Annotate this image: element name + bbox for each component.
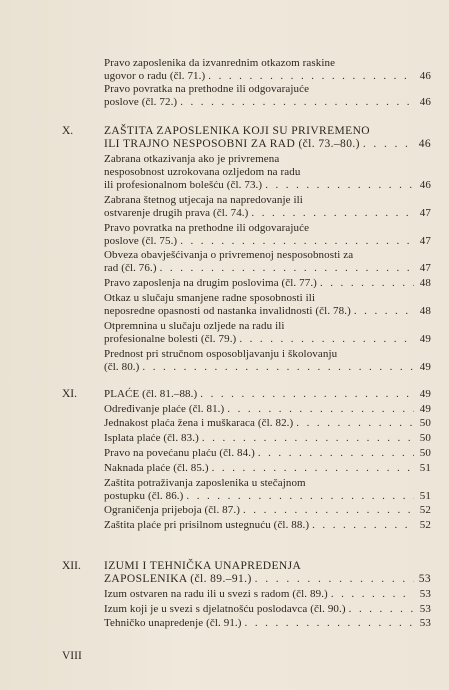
page-number: 47 bbox=[419, 207, 431, 219]
toc-entry-text: Pravo na povećanu plaću (čl. 84.) bbox=[104, 447, 255, 459]
toc-entry[interactable] bbox=[104, 603, 431, 616]
leader-dots bbox=[239, 333, 414, 346]
page-number: 49 bbox=[419, 361, 431, 373]
toc-entry-text: ugovor o radu (čl. 71.) bbox=[104, 70, 206, 82]
toc-entry[interactable] bbox=[104, 432, 431, 445]
toc-entry[interactable] bbox=[104, 477, 431, 503]
toc-entry[interactable] bbox=[104, 504, 431, 517]
toc-entry[interactable] bbox=[104, 57, 431, 83]
section-number: XII. bbox=[62, 560, 81, 572]
leader-dots bbox=[212, 462, 414, 475]
toc-entry[interactable] bbox=[104, 194, 431, 220]
toc-entry-text: PLAĆE (čl. 81.–88.) bbox=[104, 388, 198, 400]
toc-entry-text: Ograničenja prijeboja (čl. 87.) bbox=[104, 504, 240, 516]
page-number: 53 bbox=[419, 588, 431, 600]
leader-dots bbox=[296, 417, 414, 430]
toc-section-heading[interactable] bbox=[104, 388, 431, 401]
toc-entry[interactable] bbox=[104, 153, 431, 192]
toc-entry-text: Pravo zaposlenja na drugim poslovima (čl. 77.) bbox=[104, 277, 317, 289]
page-number: 46 bbox=[419, 96, 431, 108]
toc-entry[interactable] bbox=[104, 588, 431, 601]
leader-dots bbox=[142, 361, 414, 374]
toc-entry-text: Prednost pri stručnom osposobljavanju i školovanju bbox=[104, 348, 338, 360]
toc-entry-text: Tehničko unapredenje (čl. 91.) bbox=[104, 617, 242, 629]
page-folio: VIII bbox=[62, 650, 82, 662]
toc-entry[interactable] bbox=[104, 617, 431, 630]
leader-dots bbox=[349, 603, 414, 616]
leader-dots bbox=[227, 403, 414, 416]
toc-entry-text: ZAŠTITA ZAPOSLENIKA KOJI SU PRIVREMENO bbox=[104, 125, 371, 137]
leader-dots bbox=[245, 617, 414, 630]
leader-dots bbox=[160, 262, 414, 275]
toc-entry[interactable] bbox=[104, 519, 431, 532]
page-number: 48 bbox=[419, 277, 431, 289]
leader-dots bbox=[331, 588, 414, 601]
leader-dots bbox=[208, 70, 414, 83]
toc-section-heading[interactable] bbox=[104, 125, 431, 151]
leader-dots bbox=[312, 519, 414, 532]
toc-entry-text: Zabrana štetnog utjecaja na napredovanje ili bbox=[104, 194, 303, 206]
page-number: 50 bbox=[419, 447, 431, 459]
leader-dots bbox=[320, 277, 414, 290]
toc-entry[interactable] bbox=[104, 403, 431, 416]
toc-entry-text: rad (čl. 76.) bbox=[104, 262, 157, 274]
page-number: 51 bbox=[419, 462, 431, 474]
page-number: 47 bbox=[419, 262, 431, 274]
page-number: 49 bbox=[419, 403, 431, 415]
toc-entry[interactable] bbox=[104, 462, 431, 475]
toc-entry[interactable] bbox=[104, 447, 431, 460]
page-number: 49 bbox=[419, 388, 431, 400]
leader-dots bbox=[354, 305, 414, 318]
toc-entry-text: Pravo zaposlenika da izvanrednim otkazom raskine bbox=[104, 57, 336, 69]
toc-entry-text: profesionalne bolesti (čl. 79.) bbox=[104, 333, 237, 345]
toc-entry-text: ili profesionalnom bolešću (čl. 73.) bbox=[104, 179, 263, 191]
leader-dots bbox=[243, 504, 414, 517]
page-number: 47 bbox=[419, 235, 431, 247]
toc-entry[interactable] bbox=[104, 222, 431, 248]
toc-entry[interactable] bbox=[104, 417, 431, 430]
toc-entry-text: ostvarenje drugih prava (čl. 74.) bbox=[104, 207, 249, 219]
page-number: 49 bbox=[419, 333, 431, 345]
toc-entry-text: Zaštita potraživanja zaposlenika u stečajnom bbox=[104, 477, 306, 489]
toc-entry-text: Zabrana otkazivanja ako je privremena bbox=[104, 153, 280, 165]
toc-entry-text: Pravo povratka na prethodne ili odgovarajuće bbox=[104, 222, 310, 234]
leader-dots bbox=[186, 490, 414, 503]
toc-entry-text: ILI TRAJNO NESPOSOBNI ZA RAD (čl. 73.–80.) bbox=[104, 138, 360, 150]
toc-entry-text: Izum koji je u svezi s djelatnošću poslodavca (čl. 90.) bbox=[104, 603, 346, 615]
toc-entry-text: postupku (čl. 86.) bbox=[104, 490, 184, 502]
toc-entry-text: Izum ostvaren na radu ili u svezi s radom (čl. 89.) bbox=[104, 588, 328, 600]
leader-dots bbox=[180, 235, 414, 248]
section-number: X. bbox=[62, 125, 74, 137]
leader-dots bbox=[258, 447, 414, 460]
toc-entry-text: nesposobnost uzrokovana ozljedom na radu bbox=[104, 166, 301, 178]
leader-dots bbox=[363, 138, 414, 151]
leader-dots bbox=[265, 179, 414, 192]
toc-entry[interactable] bbox=[104, 320, 431, 346]
toc-entry[interactable] bbox=[104, 249, 431, 275]
toc-entry-text: Naknada plaće (čl. 85.) bbox=[104, 462, 209, 474]
page-number: 48 bbox=[419, 305, 431, 317]
toc-entry-text: Pravo povratka na prethodne ili odgovarajuće bbox=[104, 83, 310, 95]
page-number: 53 bbox=[418, 573, 431, 585]
toc-entry-text: poslove (čl. 75.) bbox=[104, 235, 178, 247]
toc-entry-text: Određivanje plaće (čl. 81.) bbox=[104, 403, 225, 415]
page-number: 46 bbox=[419, 70, 431, 82]
section-number: XI. bbox=[62, 388, 78, 400]
toc-entry[interactable] bbox=[104, 277, 431, 290]
toc-entry-text: Otkaz u slučaju smanjene radne sposobnosti ili bbox=[104, 292, 316, 304]
toc-entry-text: neposredne opasnosti od nastanka invalidnosti (čl. 78.) bbox=[104, 305, 351, 317]
toc-entry-text: (čl. 80.) bbox=[104, 361, 140, 373]
toc-entry-text: Isplata plaće (čl. 83.) bbox=[104, 432, 199, 444]
leader-dots bbox=[251, 207, 414, 220]
toc-entry-text: poslove (čl. 72.) bbox=[104, 96, 178, 108]
toc-entry-text: Jednakost plaća žena i muškaraca (čl. 82.) bbox=[104, 417, 294, 429]
page-number: 46 bbox=[419, 179, 431, 191]
toc-entry-text: IZUMI I TEHNIČKA UNAPREDENJA bbox=[104, 560, 302, 572]
toc-entry[interactable] bbox=[104, 292, 431, 318]
leader-dots bbox=[180, 96, 414, 109]
page-number: 52 bbox=[419, 519, 431, 531]
toc-section-heading[interactable] bbox=[104, 560, 431, 586]
toc-entry[interactable] bbox=[104, 83, 431, 109]
toc-entry-text: ZAPOSLENIKA (čl. 89.–91.) bbox=[104, 573, 252, 585]
leader-dots bbox=[200, 388, 414, 401]
page-number: 50 bbox=[419, 432, 431, 444]
toc-entry-text: Obveza obavješćivanja o privremenoj nesposobnosti za bbox=[104, 249, 354, 261]
page-number: 52 bbox=[419, 504, 431, 516]
page-number: 51 bbox=[419, 490, 431, 502]
toc-entry-text: Otpremnina u slučaju ozljede na radu ili bbox=[104, 320, 285, 332]
leader-dots bbox=[255, 573, 414, 586]
page-number: 53 bbox=[419, 603, 431, 615]
page-number: 50 bbox=[419, 417, 431, 429]
page-number: 46 bbox=[418, 138, 431, 150]
toc-entry-text: Zaštita plaće pri prisilnom ustegnuću (čl. 88.) bbox=[104, 519, 310, 531]
toc-entry[interactable] bbox=[104, 348, 431, 374]
leader-dots bbox=[202, 432, 414, 445]
page-number: 53 bbox=[419, 617, 431, 629]
